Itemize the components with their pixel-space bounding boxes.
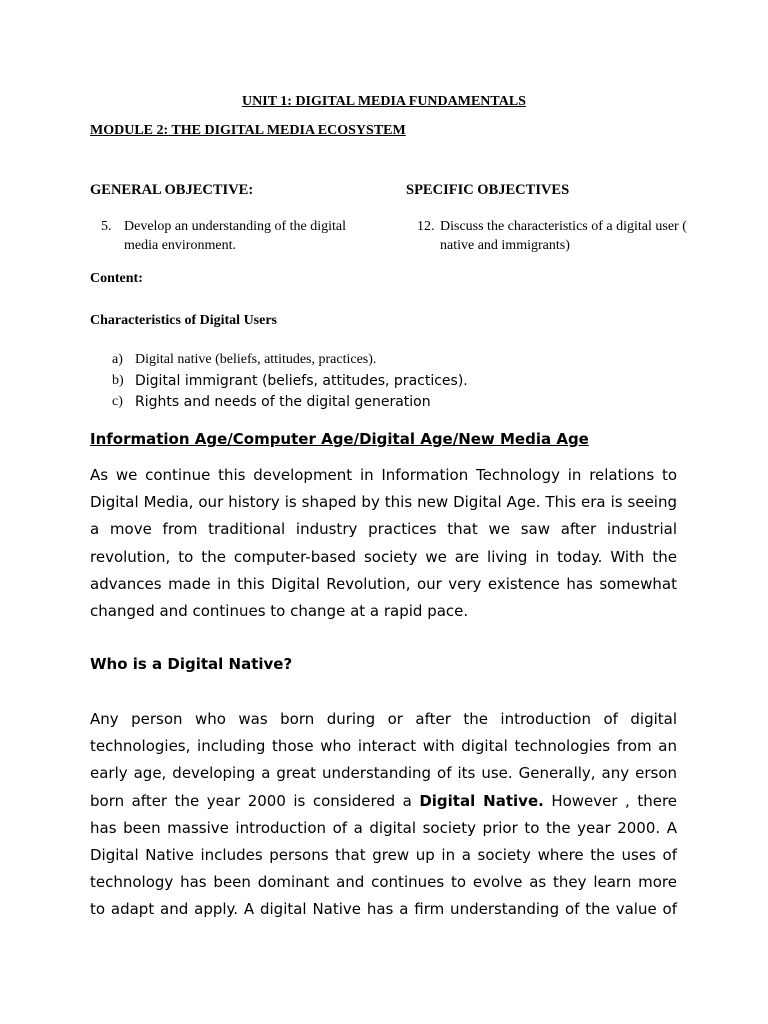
digital-native-paragraph: [90, 706, 677, 924]
info-age-paragraph: [90, 462, 677, 625]
specific-objective-text: Discuss the characteristics of a digital user ( native and immigrants): [440, 219, 687, 253]
characteristics-heading: Characteristics of Digital Users: [90, 313, 278, 328]
info-age-heading: Information Age/Computer Age/Digital Age/New Media Age: [90, 430, 589, 448]
paragraph-line: Any person who was born during or after the introduction of digital: [90, 710, 677, 728]
paragraph-line: advances made in this Digital Revolution, our very existence has somewhat: [90, 574, 677, 593]
module-title: MODULE 2: THE DIGITAL MEDIA ECOSYSTEM: [90, 123, 406, 138]
paragraph-line: [90, 788, 677, 815]
general-objective-text: Develop an understanding of the digital media environment.: [124, 219, 346, 253]
list-item-text: Digital immigrant (beliefs, attitudes, practices).: [135, 373, 468, 389]
list-item-text: Digital native (beliefs, attitudes, practices).: [135, 352, 377, 367]
digital-native-heading: Who is a Digital Native?: [90, 655, 293, 673]
paragraph-line: changed and continues to change at a rapid pace.: [90, 601, 469, 620]
content-label: Content:: [90, 271, 143, 286]
paragraph-line: to adapt and apply. A digital Native has a firm understanding of the value of: [90, 900, 677, 919]
specific-objectives-heading: SPECIFIC OBJECTIVES: [406, 182, 570, 198]
digital-native-term: Digital Native.: [419, 791, 544, 810]
line-text: born after the year 2000 is considered a: [90, 791, 420, 810]
paragraph-line: Digital Native includes persons that grew up in a society where the uses of: [90, 845, 677, 864]
paragraph-line: a move from traditional industry practices that we saw after industrial: [90, 520, 677, 539]
line-text: However , there: [543, 791, 678, 810]
list-item-text: Rights and needs of the digital generation: [135, 394, 431, 410]
paragraph-line: early age, developing a great understanding of its use. Generally, any erson: [90, 764, 677, 783]
paragraph-line: revolution, to the computer-based society we are living in today. With the: [90, 547, 677, 566]
paragraph-line: technologies, including those who interact with digital technologies from an: [90, 737, 677, 756]
paragraph-line: As we continue this development in Information Technology in relations to: [90, 466, 677, 484]
paragraph-line: has been massive introduction of a digital society prior to the year 2000. A: [90, 818, 677, 837]
paragraph-line: Digital Media, our history is shaped by this new Digital Age. This era is seeing: [90, 493, 677, 512]
general-objective-number: 5.: [101, 219, 112, 234]
unit-title: UNIT 1: DIGITAL MEDIA FUNDAMENTALS: [242, 94, 526, 109]
general-objective-heading: GENERAL OBJECTIVE:: [90, 182, 254, 198]
list-marker: a): [112, 352, 123, 367]
list-marker: b): [112, 373, 124, 388]
paragraph-line: technology has been dominant and continues to evolve as they learn more: [90, 873, 677, 892]
specific-objective-number: 12.: [417, 219, 435, 234]
list-marker: c): [112, 394, 123, 409]
